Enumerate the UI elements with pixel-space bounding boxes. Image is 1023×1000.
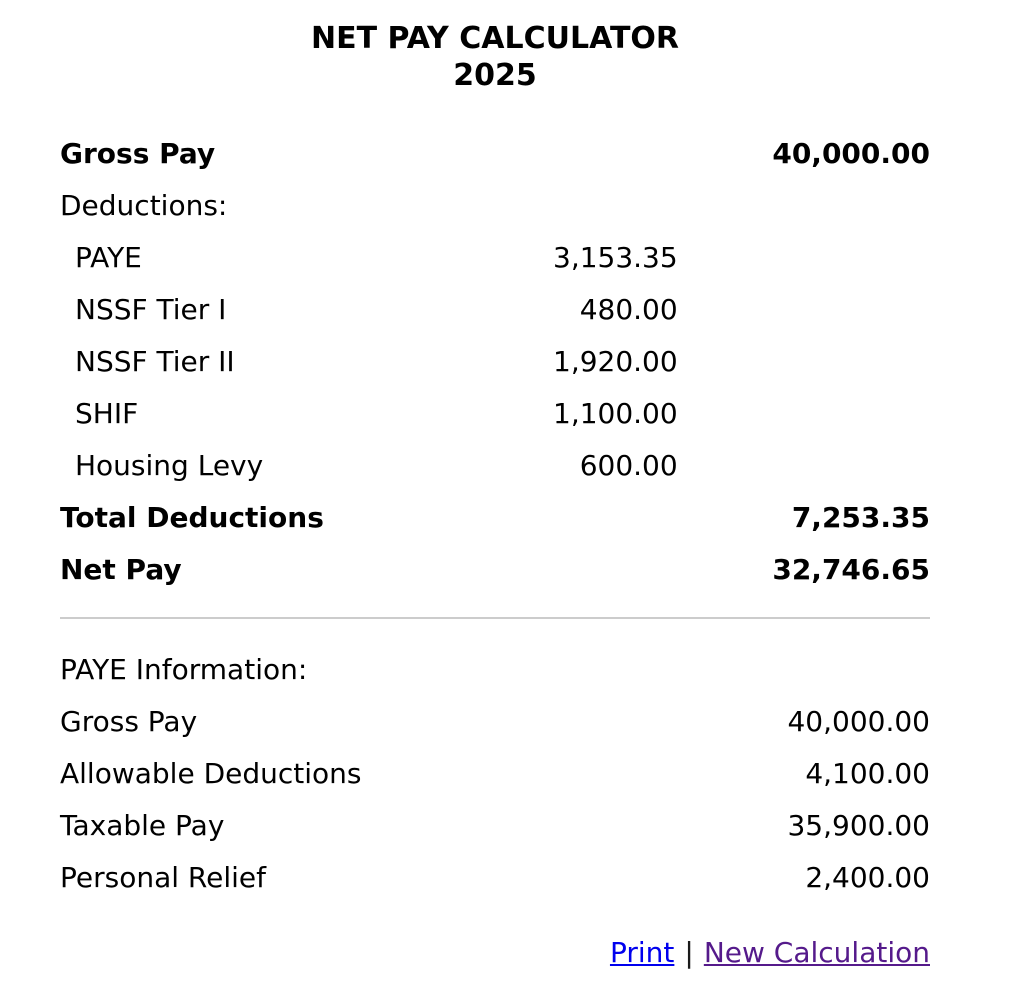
links-separator: |	[684, 936, 694, 969]
total-deductions-label: Total Deductions	[60, 501, 324, 534]
paye-info-label: Taxable Pay	[60, 809, 225, 842]
deductions-header: Deductions:	[60, 189, 228, 222]
net-pay-row	[60, 544, 930, 596]
total-deductions-amount: 7,253.35	[791, 501, 930, 534]
paye-info-row-allowable-deductions	[60, 748, 930, 800]
deduction-amount: 1,920.00	[553, 345, 678, 378]
page-title-year: 2025	[453, 58, 537, 93]
print-link[interactable]: Print	[609, 936, 675, 969]
deduction-row-housing-levy	[60, 440, 930, 492]
deduction-label: Housing Levy	[75, 449, 264, 482]
page-title-line1: NET PAY CALCULATOR	[310, 21, 680, 56]
gross-pay-amount: 40,000.00	[772, 137, 930, 170]
deduction-amount: 3,153.35	[553, 241, 678, 274]
paye-info-label: Gross Pay	[60, 705, 198, 738]
net-pay-amount: 32,746.65	[772, 553, 930, 586]
deduction-amount: 1,100.00	[553, 397, 678, 430]
paye-information-table	[60, 644, 930, 904]
paye-info-amount: 35,900.00	[787, 809, 930, 842]
deductions-header-row	[60, 180, 930, 232]
paye-info-amount: 40,000.00	[787, 705, 930, 738]
deduction-amount: 600.00	[579, 449, 678, 482]
paye-info-header: PAYE Information:	[60, 653, 308, 686]
gross-pay-label: Gross Pay	[60, 137, 216, 170]
deduction-label: SHIF	[75, 397, 139, 430]
net-pay-label: Net Pay	[60, 553, 182, 586]
paye-info-row-taxable-pay	[60, 800, 930, 852]
footer-links	[60, 927, 930, 999]
paye-info-label: Allowable Deductions	[60, 757, 362, 790]
deduction-row-nssf-tier-2	[60, 336, 930, 388]
paye-info-label: Personal Relief	[60, 861, 266, 894]
deduction-amount: 480.00	[579, 293, 678, 326]
new-calculation-link[interactable]: New Calculation	[703, 936, 930, 969]
paye-info-header-row	[60, 644, 930, 696]
deduction-label: NSSF Tier I	[75, 293, 227, 326]
deduction-label: NSSF Tier II	[75, 345, 235, 378]
deduction-row-paye	[60, 232, 930, 284]
paye-info-row-gross-pay	[60, 696, 930, 748]
deduction-label: PAYE	[75, 241, 142, 274]
section-divider	[60, 617, 930, 619]
net-pay-calculator-page	[60, 20, 930, 999]
paye-info-amount: 4,100.00	[805, 757, 930, 790]
paye-info-row-personal-relief	[60, 852, 930, 904]
deduction-row-shif	[60, 388, 930, 440]
net-pay-summary-table	[60, 128, 930, 596]
total-deductions-row	[60, 492, 930, 544]
paye-info-amount: 2,400.00	[805, 861, 930, 894]
page-title	[60, 20, 930, 94]
gross-pay-row	[60, 128, 930, 180]
deduction-row-nssf-tier-1	[60, 284, 930, 336]
